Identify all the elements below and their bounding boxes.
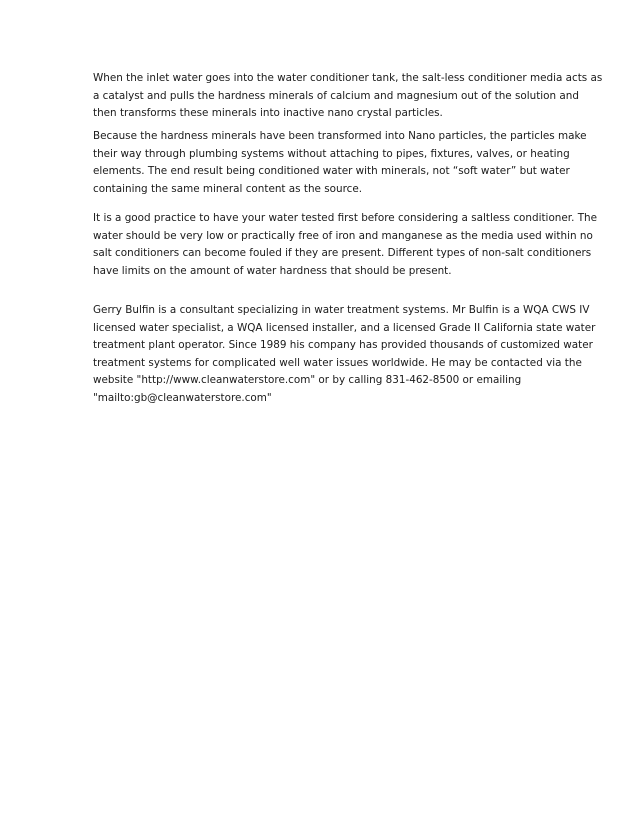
text-line: water should be very low or practically free of iron and manganese as the media used within no [93,229,593,242]
paragraph-inlet-water [93,70,602,123]
paragraph-water-testing [93,210,597,280]
text-line: website "http://www.cleanwaterstore.com" or by calling 831-462-8500 or emailing [93,374,522,387]
paragraph-author-bio [93,302,595,408]
text-line: have limits on the amount of water hardness that should be present. [93,264,452,277]
text-line: containing the same mineral content as the source. [93,182,363,195]
text-line: treatment systems for complicated well water issues worldwide. He may be contacted via the [93,356,582,369]
text-line: a catalyst and pulls the hardness minerals of calcium and magnesium out of the solution and [93,89,579,102]
paragraph-nano-particles [93,128,587,198]
text-line: elements. The end result being conditioned water with minerals, not “soft water” but water [93,165,570,178]
text-line: It is a good practice to have your water tested first before considering a saltless conditioner. The [93,212,598,224]
text-line: then transforms these minerals into inactive nano crystal particles. [93,107,443,120]
text-line: their way through plumbing systems without attaching to pipes, fixtures, valves, or heating [93,147,570,160]
text-line: Because the hardness minerals have been transformed into Nano particles, the particles make [93,130,587,142]
text-line: When the inlet water goes into the water conditioner tank, the salt-less conditioner media acts as [93,72,603,84]
text-line: treatment plant operator. Since 1989 his company has provided thousands of customized water [93,339,593,352]
text-line: salt conditioners can become fouled if they are present. Different types of non-salt conditioners [93,247,592,260]
text-line: "mailto:gb@cleanwaterstore.com" [93,391,272,404]
text-line: Gerry Bulfin is a consultant specializing in water treatment systems. Mr Bulfin is a WQA CWS IV [93,304,590,316]
text-line: licensed water specialist, a WQA licensed installer, and a licensed Grade II California state water [93,321,596,334]
